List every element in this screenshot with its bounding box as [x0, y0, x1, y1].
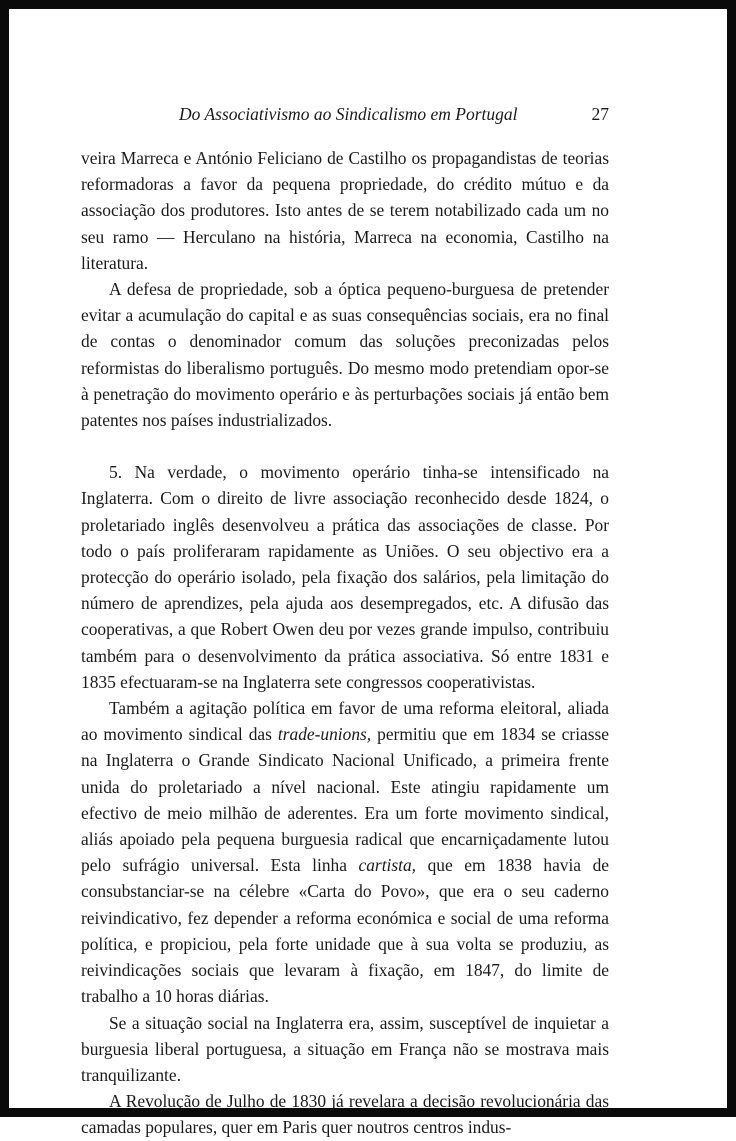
paragraph-text: permitiu que em 1834 se criasse na Inglaterra o Grande Sindicato Nacional Unificado, a primeira frente unida do proletariado a nível nacional. Este atingiu rapidamente um efectivo de meio milhão de aderentes. Era um forte movimento sindical, aliás apoiado pela pequena burguesia radical que encarniçadamente lutou pelo sufrágio universal. Esta linha [81, 724, 609, 876]
page-number: 27 [591, 104, 609, 124]
body-text [81, 145, 609, 1141]
italic-term: cartista, [358, 855, 417, 876]
paragraph: Se a situação social na Inglaterra era, assim, susceptível de inquietar a burguesia liberal portuguesa, a situação em França não se mostrava mais tranquilizante. [81, 1012, 609, 1085]
paragraph [81, 695, 609, 1009]
paragraph: A defesa de propriedade, sob a óptica pequeno-burguesa de pretender evitar a acumulação do capital e as suas consequências sociais, era no final de contas o denominador comum das soluções preconizadas pelos reformistas do liberalismo português. Do mesmo modo pretendiam opor-se à penetração do movimento operário e às perturbações sociais já então bem patentes nos países industrializados. [81, 279, 609, 431]
paragraph-text: Também a agitação política em favor de uma reforma eleitoral, aliada ao movimento sindical das [81, 698, 609, 745]
paragraph-text: que em 1838 havia de consubstanciar-se na célebre «Carta do Povo», que era o seu caderno reivindicativo, fez depender a reforma económica e social de uma reforma política, e propiciou, pela forte unidade que à sua volta se produziu, as reivindicações sociais que levaram à fixação, em 1847, do limite de trabalho a 10 horas diárias. [81, 855, 609, 1007]
paragraph-section-5: 5. Na verdade, o movimento operário tinha-se intensificado na Inglaterra. Com o direito de livre associação reconhecido desde 1824, o proletariado inglês desenvolveu a prática das associações de classe. Por todo o país proliferaram rapidamente as Uniões. O seu objectivo era a protecção do operário isolado, pela fixação dos salários, pela limitação do número de aprendizes, pela ajuda aos desempregados, etc. A difusão das cooperativas, a que Robert Owen deu por vezes grande impulso, contribuiu também para o desenvolvimento da prática associativa. Só entre 1831 e 1835 efectuaram-se na Inglaterra sete congressos cooperativistas. [81, 462, 609, 692]
paragraph: A Revolução de Julho de 1830 já revelara a decisão revolucionária das camadas populares, quer em Paris quer noutros centros indus- [81, 1091, 609, 1138]
running-title: Do Associativismo ao Sindicalismo em Portugal [179, 104, 518, 124]
italic-term: trade-unions, [277, 724, 372, 745]
paragraph-continued: veira Marreca e António Feliciano de Castilho os propagandistas de teorias reformadoras a favor da pequena propriedade, do crédito mútuo e da associação dos produtores. Isto antes de se terem notabilizado cada um no seu ramo — Herculano na história, Marreca na economia, Castilho na literatura. [81, 148, 609, 273]
